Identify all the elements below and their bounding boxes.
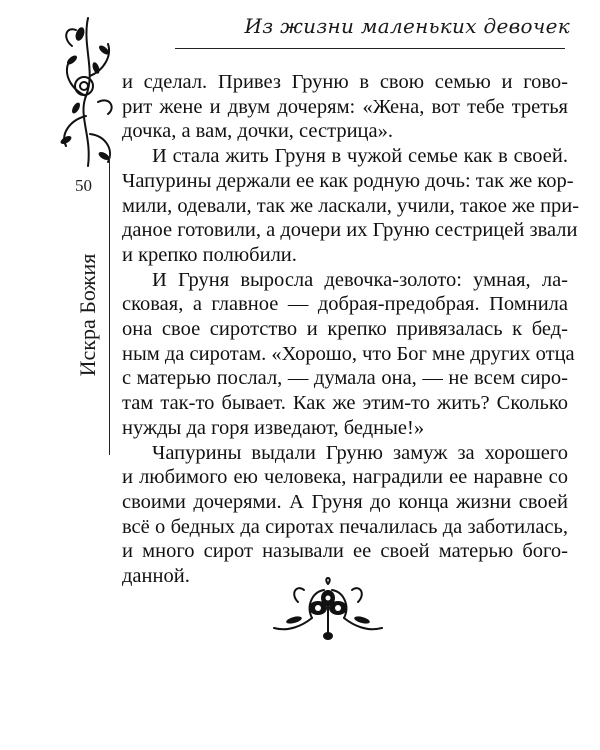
text-line: она свое сиротство и крепко привязалась к бед- bbox=[122, 318, 568, 341]
text-line: сковая, а главное — добрая-предобрая. Помнила bbox=[122, 293, 568, 316]
floral-tailpiece-ornament-icon bbox=[268, 572, 388, 642]
header-rule bbox=[175, 48, 565, 49]
paragraph bbox=[122, 70, 568, 144]
text-line: и любимого ею человека, наградили ее наравне со bbox=[122, 466, 568, 489]
page-number: 50 bbox=[75, 176, 92, 195]
text-line: там так-то бывает. Как же этим-то жить? Сколько bbox=[122, 392, 568, 415]
text-line: мили, одевали, так же ласкали, учили, такое же при- bbox=[122, 194, 580, 217]
text-line: и крепко полюбили. bbox=[122, 243, 297, 266]
text-line: нужды да горя изведают, бедные!» bbox=[122, 416, 425, 439]
text-line: с матерью послал, — думала она, — не всем сиро- bbox=[122, 367, 568, 390]
paragraph bbox=[122, 268, 575, 441]
floral-vine-ornament-icon bbox=[52, 16, 122, 171]
text-line: И стала жить Груня в чужой семье как в своей. bbox=[152, 145, 568, 168]
text-line: всё о бедных да сиротах печалилась да заботилась, bbox=[122, 515, 568, 538]
text-line: своими дочерями. А Груня до конца жизни своей bbox=[122, 490, 568, 513]
text-line: Чапурины держали ее как родную дочь: так же кор- bbox=[122, 169, 574, 192]
text-line: данной. bbox=[122, 565, 190, 588]
text-line: И Груня выросла девочка-золото: умная, ла- bbox=[152, 268, 568, 291]
running-title: Из жизни маленьких девочек bbox=[244, 14, 570, 38]
side-rule bbox=[109, 155, 110, 455]
text-line: Чапурины выдали Груню замуж за хорошего bbox=[152, 441, 568, 464]
body-text bbox=[122, 70, 580, 589]
paragraph bbox=[122, 144, 580, 268]
text-line: рит жене и двум дочерям: «Жена, вот тебе третья bbox=[122, 95, 568, 118]
paragraph bbox=[122, 441, 568, 589]
text-line: ным да сиротам. «Хорошо, что Бог мне других отца bbox=[122, 342, 575, 365]
book-title-vertical: Искра Божия bbox=[75, 253, 100, 377]
text-line: дочка, а вам, дочки, сестрица». bbox=[122, 120, 393, 143]
text-line: и много сирот называли ее своей матерью бого- bbox=[122, 540, 568, 563]
text-line: даное готовили, а дочери их Груню сестрицей звали bbox=[122, 219, 578, 242]
text-line: и сделал. Привез Груню в свою семью и гово- bbox=[122, 71, 568, 93]
